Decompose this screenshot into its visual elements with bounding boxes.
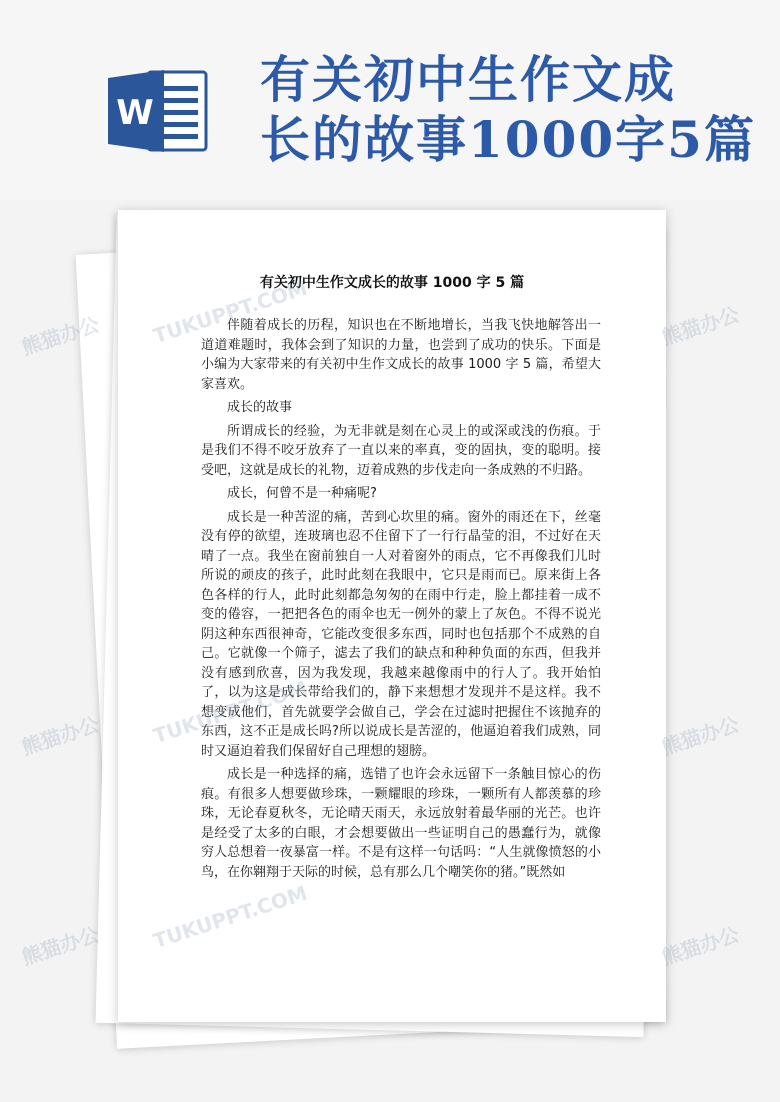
paragraph: 所谓成长的经验，为无非就是刻在心灵上的或深或浅的伤痕。于是我们不得不咬牙放弃了一直以来的率真，变的固执，变的聪明。接受吧，这就是成长的礼物，迈着成熟的步伐走向一条成熟的不归路。	[201, 423, 601, 478]
title-line-1: 有关初中生作文成	[260, 50, 676, 109]
watermark: 熊猫办公	[18, 312, 103, 360]
word-document-icon	[108, 68, 208, 154]
document-body	[201, 316, 601, 886]
watermark: 熊猫办公	[658, 922, 743, 970]
paragraph: 伴随着成长的历程，知识也在不断地增长，当我飞快地解答出一道道难题时，我体会到了知识的力量，也尝到了成功的快乐。下面是小编为大家带来的有关初中生作文成长的故事 1000 字 5 篇，希望大家喜欢。	[201, 318, 601, 392]
paragraph: 成长是一种选择的痛，选错了也许会永远留下一条触目惊心的伤痕。有很多人想要做珍珠，一颗耀眼的珍珠，一颗所有人都羡慕的珍珠，无论春夏秋冬，无论晴天雨天，永远放射着最华丽的光芒。也许是经受了太多的白眼，才会想要做出一些证明自己的愚蠢行为，就像穷人总想着一夜暴富一样。不是有这样一句话吗：“人生就像愤怒的小鸟，在你翱翔于天际的时候，总有那么几个嘲笑你的猪。”既然如	[201, 767, 601, 880]
header-banner	[0, 0, 780, 200]
watermark: 熊猫办公	[18, 922, 103, 970]
watermark: TUKUPPT.COM	[150, 880, 311, 954]
logo-letter: W	[116, 93, 154, 133]
watermark: TUKUPPT.COM	[150, 275, 311, 349]
paragraph: 成长，何曾不是一种痛呢?	[227, 486, 377, 501]
page-title	[260, 50, 760, 170]
document-title: 有关初中生作文成长的故事 1000 字 5 篇	[259, 275, 525, 291]
watermark: 熊猫办公	[658, 302, 743, 350]
paragraph: 成长是一种苦涩的痛，苦到心坎里的痛。窗外的雨还在下，丝毫没有停的欲望，连玻璃也忍不住留下了一行行晶莹的泪，不过好在天晴了一点。我坐在窗前独自一人对着窗外的雨点，它不再像我们儿时所说的顽皮的孩子，此时此刻在我眼中，它只是雨而已。原来街上各色各样的行人，此时此刻都急匆匆的在雨中行走，脸上都挂着一成不变的倦容，一把把各色的雨伞也无一例外的蒙上了灰色。不得不说光阴这种东西很神奇，它能改变很多东西，同时也包括那个不成熟的自己。它就像一个筛子，滤去了我们的缺点和种种负面的东西，但我并没有感到欣喜，因为我发现，我越来越像雨中的行人了。我开始怕了，以为这是成长带给我们的，静下来想想才发现并不是这样。我不想变成他们，首先就要学会做自己，学会在过滤时把握住不该抛弃的东西，这不正是成长吗?所以说成长是苦涩的，他逼迫着我们成熟，同时又逼迫着我们保留好自己理想的翅膀。	[201, 509, 601, 759]
paragraph: 成长的故事	[227, 400, 293, 415]
watermark: TUKUPPT.COM	[150, 675, 311, 749]
document-page	[118, 210, 666, 1022]
watermark: 熊猫办公	[658, 712, 743, 760]
title-line-2: 长的故事1000字5篇	[260, 110, 756, 169]
watermark: 熊猫办公	[18, 712, 103, 760]
